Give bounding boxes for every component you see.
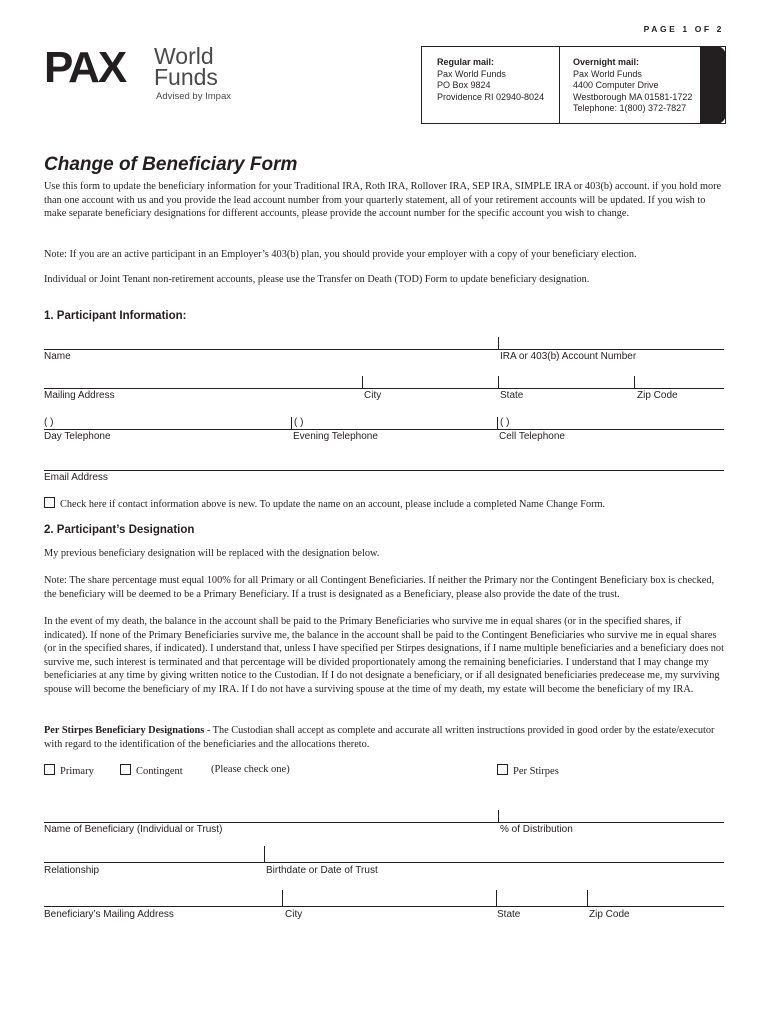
name-label: Name [44,351,71,362]
mail-divider [559,46,560,124]
zip-code-label: Zip Code [637,390,678,401]
field-divider [587,890,588,906]
evening-phone-area-code[interactable]: ( ) [294,417,304,428]
field-divider [498,376,499,388]
beneficiary-state-label: State [497,909,521,920]
overnight-mail-address [573,57,699,115]
beneficiary-mailing-address-label: Beneficiary’s Mailing Address [44,909,174,920]
pax-world-funds-logo [44,44,244,104]
primary-option [44,764,94,777]
name-field-line[interactable] [44,349,724,350]
overnight-mail-heading: Overnight mail: [573,57,640,67]
mailing-address-label: Mailing Address [44,390,115,401]
beneficiary-city-label: City [285,909,303,920]
state-label: State [500,390,524,401]
field-divider [362,376,363,388]
field-divider [264,846,265,862]
city-label: City [364,390,382,401]
relationship-label: Relationship [44,865,100,876]
please-check-one-label: (Please check one) [211,764,290,775]
field-divider [291,417,292,429]
distribution-percent-label: % of Distribution [500,824,573,835]
regular-mail-line: PO Box 9824 [437,80,491,90]
intro-paragraph: Use this form to update the beneficiary information for your Traditional IRA, Roth IRA, Rollover IRA, SEP IRA, SIMPLE IRA or 403(b) account. if you hold more than one account with us and you provide the lead account number from your quarterly statement, all of your retirement accounts will be updated. If you wish to make separate beneficiary designations for different accounts, please provide the account number for the specific account you wish to change. [44,181,722,220]
regular-mail-heading: Regular mail: [437,57,495,67]
overnight-mail-line: 4400 Computer Drive [573,80,659,90]
regular-mail-line: Pax World Funds [437,68,506,79]
beneficiary-mailing-field-line[interactable] [44,906,724,907]
logo-pax-text: PAX [44,43,126,92]
field-divider [634,376,635,388]
page-number: PAGE 1 OF 2 [643,24,724,34]
per-stirpes-option [497,764,559,777]
overnight-mail-line: Westborough MA 01581-1722 [573,91,693,102]
field-divider [498,810,499,822]
email-address-label: Email Address [44,472,108,483]
per-stirpes-paragraph [44,724,724,751]
beneficiary-name-field-line[interactable] [44,822,724,823]
field-divider [498,337,499,349]
beneficiary-zip-label: Zip Code [589,909,630,920]
logo-world-text: World [154,43,214,69]
per-stirpes-label: Per Stirpes [513,766,559,777]
contingent-option [120,764,183,777]
logo-funds-text: Funds [154,64,218,90]
mailing-address-field-line[interactable] [44,388,724,389]
regular-mail-line: Providence RI 02940-8024 [437,91,545,102]
cell-telephone-label: Cell Telephone [499,431,565,442]
contingent-checkbox[interactable] [120,764,131,775]
tod-note: Individual or Joint Tenant non-retirement accounts, please use the Transfer on Death (TOD) Form to update beneficiary designation. [44,274,590,285]
primary-checkbox[interactable] [44,764,55,775]
day-phone-area-code[interactable]: ( ) [44,417,54,428]
primary-label: Primary [60,766,94,777]
new-contact-info-row [44,497,724,512]
email-field-line[interactable] [44,470,724,471]
per-stirpes-heading: Per Stirpes Beneficiary Designations [44,725,205,736]
section-1-heading: 1. Participant Information: [44,310,187,322]
contingent-label: Contingent [136,766,183,777]
day-telephone-label: Day Telephone [44,431,111,442]
death-distribution-paragraph: In the event of my death, the balance in the account shall be paid to the Primary Beneficiaries who survive me in equal shares (or in the specified shares, if indicated). If none of the Primary Beneficiaries survive me, the balance in the account shall be paid to the Contingent Beneficiaries who survive me in equal shares (or in the specified shares, if indicated). I understand that, unless I have specified per Stirpes designations, if I name multiple beneficiaries and a beneficiary does not survive me, such interest is terminated and that percentage will be divided proportionately among the remaining beneficiaries. I understand that I may change my beneficiaries at any time by giving written notice to the Custodian. If I do not designate a beneficiary, or if all designated beneficiaries predecease me, my surviving spouse will become the beneficiary of my IRA. If I do not have a surviving spouse at the time of my death, my estate will become the beneficiary of my IRA. [44,616,724,695]
relationship-field-line[interactable] [44,862,724,863]
note-403b: Note: If you are an active participant in an Employer’s 403(b) plan, you should provide your employer with a copy of your beneficiary election. [44,249,637,260]
per-stirpes-text: - The Custodian shall accept as complete and accurate all written instructions provided in good order by the estate/executor with regard to the identification of the beneficiaries and the allocations thereto. [44,725,715,750]
account-number-label: IRA or 403(b) Account Number [500,351,637,362]
cell-phone-area-code[interactable]: ( ) [500,417,510,428]
designation-intro: My previous beneficiary designation will be replaced with the designation below. [44,548,380,559]
birthdate-label: Birthdate or Date of Trust [266,865,378,876]
form-title: Change of Beneficiary Form [44,154,298,175]
new-contact-info-label: Check here if contact information above is new. To update the name on an account, please include a completed Name Change Form. [60,499,606,510]
evening-telephone-label: Evening Telephone [293,431,378,442]
overnight-mail-line: Pax World Funds [573,68,642,79]
regular-mail-address [437,57,555,103]
beneficiary-name-label: Name of Beneficiary (Individual or Trust) [44,824,223,835]
share-percentage-note: Note: The share percentage must equal 100% for all Primary or all Contingent Beneficiaries. If neither the Primary nor the Contingent Beneficiary box is checked, the beneficiary will be deemed to be a Primary Beneficiary. If a trust is designated as a Beneficiary, please also provide the date of the trust. [44,575,715,600]
section-2-heading: 2. Participant’s Designation [44,524,195,536]
field-divider [496,890,497,906]
new-contact-info-checkbox[interactable] [44,497,55,508]
per-stirpes-checkbox[interactable] [497,764,508,775]
field-divider [282,890,283,906]
logo-tagline: Advised by Impax [156,91,231,102]
mail-box-tab [700,46,726,124]
field-divider [497,417,498,429]
overnight-mail-line: Telephone: 1(800) 372-7827 [573,103,687,113]
telephone-field-line[interactable] [44,429,724,430]
